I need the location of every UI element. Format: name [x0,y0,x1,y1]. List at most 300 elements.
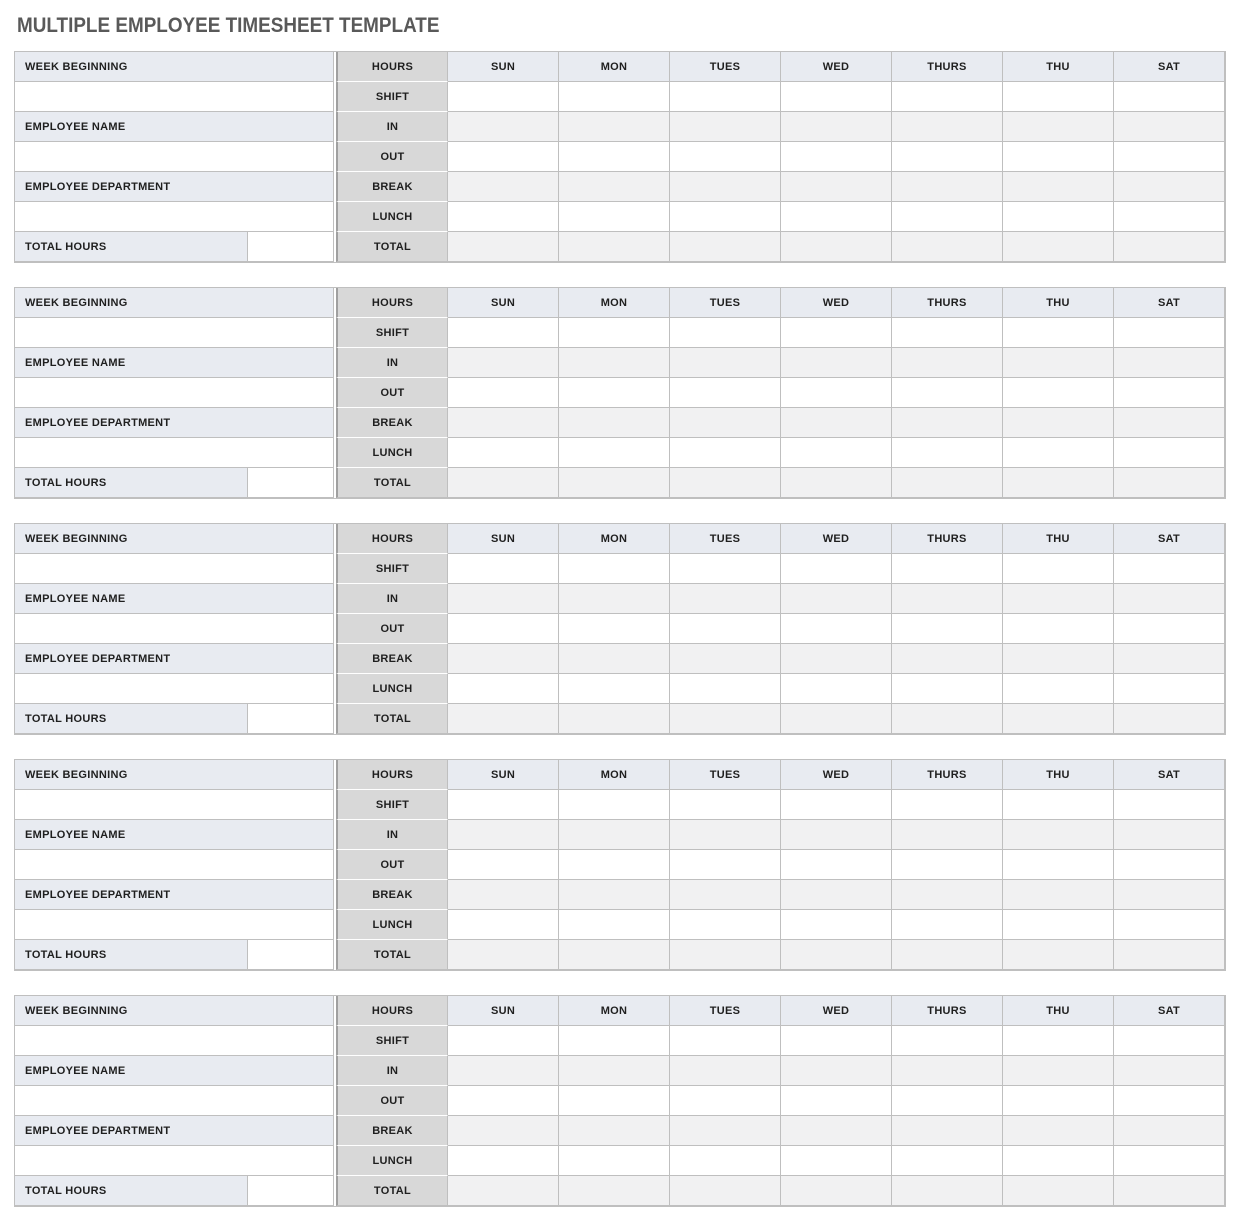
lunch-input-cell[interactable] [559,1146,670,1176]
employee-name-input[interactable] [15,1086,334,1116]
lunch-input-cell[interactable] [892,438,1003,468]
lunch-input-cell[interactable] [448,910,559,940]
out-input-cell[interactable] [1003,1086,1114,1116]
break-input-cell[interactable] [892,172,1003,202]
shift-input-cell[interactable] [448,554,559,584]
day-header-thu: THU [1003,288,1114,318]
break-input-cell[interactable] [559,172,670,202]
break-input-cell[interactable] [1114,172,1225,202]
shift-input-cell[interactable] [1114,318,1225,348]
day-header-sun: SUN [448,760,559,790]
shift-input-cell[interactable] [781,318,892,348]
total-label: TOTAL [336,1176,448,1206]
lunch-input-cell[interactable] [559,438,670,468]
shift-label: SHIFT [336,554,448,584]
employee-name-label: EMPLOYEE NAME [15,348,334,378]
in-input-cell[interactable] [670,348,781,378]
week-beginning-label: WEEK BEGINNING [15,524,334,554]
total-input-cell[interactable] [781,940,892,970]
total-input-cell[interactable] [892,232,1003,262]
break-input-cell[interactable] [448,644,559,674]
week-beginning-input[interactable] [15,1026,334,1056]
out-input-cell[interactable] [448,142,559,172]
total-input-cell[interactable] [1114,704,1225,734]
in-input-cell[interactable] [559,112,670,142]
total-hours-input[interactable] [248,1176,334,1206]
employee-name-label: EMPLOYEE NAME [15,584,334,614]
out-input-cell[interactable] [670,142,781,172]
hours-header-cell: HOURS [336,52,448,82]
timesheet-blocks [14,51,1244,1207]
in-input-cell[interactable] [1114,112,1225,142]
in-input-cell[interactable] [892,112,1003,142]
in-label: IN [336,1056,448,1086]
total-input-cell[interactable] [670,468,781,498]
break-input-cell[interactable] [559,408,670,438]
break-input-cell[interactable] [448,880,559,910]
lunch-label: LUNCH [336,674,448,704]
in-input-cell[interactable] [1003,112,1114,142]
in-input-cell[interactable] [892,1056,1003,1086]
lunch-input-cell[interactable] [781,202,892,232]
day-header-tues: TUES [670,52,781,82]
lunch-input-cell[interactable] [892,674,1003,704]
out-input-cell[interactable] [1003,378,1114,408]
out-input-cell[interactable] [781,614,892,644]
total-input-cell[interactable] [448,1176,559,1206]
employee-name-input[interactable] [15,378,334,408]
break-input-cell[interactable] [1114,408,1225,438]
in-input-cell[interactable] [670,820,781,850]
employee-name-label: EMPLOYEE NAME [15,820,334,850]
lunch-input-cell[interactable] [448,438,559,468]
out-input-cell[interactable] [448,850,559,880]
timesheet-block [14,995,1226,1207]
break-input-cell[interactable] [448,1116,559,1146]
in-input-cell[interactable] [1114,820,1225,850]
in-input-cell[interactable] [559,348,670,378]
break-input-cell[interactable] [1003,644,1114,674]
shift-label: SHIFT [336,82,448,112]
shift-input-cell[interactable] [892,554,1003,584]
break-input-cell[interactable] [781,408,892,438]
shift-input-cell[interactable] [781,554,892,584]
lunch-input-cell[interactable] [1003,910,1114,940]
total-input-cell[interactable] [670,940,781,970]
employee-department-label: EMPLOYEE DEPARTMENT [15,172,334,202]
total-input-cell[interactable] [1003,940,1114,970]
break-input-cell[interactable] [1114,644,1225,674]
lunch-input-cell[interactable] [892,910,1003,940]
employee-department-label: EMPLOYEE DEPARTMENT [15,408,334,438]
shift-input-cell[interactable] [1003,554,1114,584]
total-input-cell[interactable] [670,232,781,262]
lunch-input-cell[interactable] [892,202,1003,232]
break-label: BREAK [336,644,448,674]
out-input-cell[interactable] [559,142,670,172]
week-beginning-input[interactable] [15,554,334,584]
total-input-cell[interactable] [1114,232,1225,262]
total-input-cell[interactable] [1003,1176,1114,1206]
shift-input-cell[interactable] [559,318,670,348]
break-input-cell[interactable] [1003,1116,1114,1146]
in-input-cell[interactable] [1003,1056,1114,1086]
in-input-cell[interactable] [670,1056,781,1086]
shift-input-cell[interactable] [1114,1026,1225,1056]
in-input-cell[interactable] [1114,348,1225,378]
total-input-cell[interactable] [670,1176,781,1206]
break-input-cell[interactable] [892,408,1003,438]
out-input-cell[interactable] [559,614,670,644]
shift-input-cell[interactable] [559,554,670,584]
in-input-cell[interactable] [1114,584,1225,614]
out-input-cell[interactable] [448,1086,559,1116]
employee-department-label: EMPLOYEE DEPARTMENT [15,644,334,674]
out-input-cell[interactable] [670,1086,781,1116]
in-input-cell[interactable] [448,584,559,614]
employee-name-input[interactable] [15,614,334,644]
in-input-cell[interactable] [670,584,781,614]
break-input-cell[interactable] [559,880,670,910]
lunch-label: LUNCH [336,202,448,232]
break-input-cell[interactable] [670,644,781,674]
break-input-cell[interactable] [670,172,781,202]
in-input-cell[interactable] [559,1056,670,1086]
break-label: BREAK [336,408,448,438]
in-input-cell[interactable] [781,820,892,850]
lunch-input-cell[interactable] [781,674,892,704]
day-header-sun: SUN [448,996,559,1026]
lunch-input-cell[interactable] [1003,674,1114,704]
in-input-cell[interactable] [559,820,670,850]
in-input-cell[interactable] [448,820,559,850]
lunch-input-cell[interactable] [781,438,892,468]
lunch-input-cell[interactable] [1114,202,1225,232]
lunch-input-cell[interactable] [1114,438,1225,468]
out-input-cell[interactable] [670,850,781,880]
lunch-input-cell[interactable] [892,1146,1003,1176]
total-input-cell[interactable] [559,704,670,734]
in-label: IN [336,820,448,850]
in-input-cell[interactable] [448,348,559,378]
lunch-input-cell[interactable] [670,910,781,940]
break-label: BREAK [336,172,448,202]
timesheet-block [14,759,1226,971]
out-input-cell[interactable] [1003,850,1114,880]
page [0,13,1244,1207]
shift-input-cell[interactable] [1003,82,1114,112]
break-input-cell[interactable] [781,644,892,674]
total-hours-input[interactable] [248,704,334,734]
day-header-sat: SAT [1114,996,1225,1026]
lunch-input-cell[interactable] [1114,910,1225,940]
total-hours-label: TOTAL HOURS [15,468,248,498]
day-header-mon: MON [559,996,670,1026]
break-input-cell[interactable] [1003,880,1114,910]
total-input-cell[interactable] [1003,232,1114,262]
day-header-thurs: THURS [892,52,1003,82]
lunch-input-cell[interactable] [559,674,670,704]
shift-input-cell[interactable] [892,790,1003,820]
total-input-cell[interactable] [448,940,559,970]
out-input-cell[interactable] [1114,1086,1225,1116]
shift-input-cell[interactable] [1114,790,1225,820]
hours-header-cell: HOURS [336,996,448,1026]
break-input-cell[interactable] [670,880,781,910]
timesheet-block [14,51,1226,263]
out-input-cell[interactable] [1003,142,1114,172]
day-header-thu: THU [1003,996,1114,1026]
break-input-cell[interactable] [781,880,892,910]
shift-input-cell[interactable] [448,318,559,348]
total-input-cell[interactable] [559,468,670,498]
total-hours-input[interactable] [248,468,334,498]
in-input-cell[interactable] [892,348,1003,378]
break-input-cell[interactable] [1114,880,1225,910]
total-input-cell[interactable] [1114,468,1225,498]
shift-input-cell[interactable] [781,790,892,820]
employee-department-input[interactable] [15,202,334,232]
total-input-cell[interactable] [1003,468,1114,498]
out-input-cell[interactable] [448,378,559,408]
lunch-input-cell[interactable] [448,1146,559,1176]
day-header-thu: THU [1003,524,1114,554]
lunch-input-cell[interactable] [1114,1146,1225,1176]
shift-input-cell[interactable] [670,790,781,820]
break-input-cell[interactable] [781,172,892,202]
shift-input-cell[interactable] [448,82,559,112]
shift-input-cell[interactable] [448,1026,559,1056]
day-header-mon: MON [559,52,670,82]
week-beginning-label: WEEK BEGINNING [15,760,334,790]
total-input-cell[interactable] [1114,1176,1225,1206]
out-input-cell[interactable] [559,378,670,408]
lunch-input-cell[interactable] [559,910,670,940]
total-input-cell[interactable] [781,1176,892,1206]
shift-input-cell[interactable] [559,1026,670,1056]
employee-department-input[interactable] [15,1146,334,1176]
day-header-mon: MON [559,288,670,318]
employee-department-input[interactable] [15,674,334,704]
employee-name-input[interactable] [15,850,334,880]
week-beginning-input[interactable] [15,790,334,820]
break-input-cell[interactable] [1003,172,1114,202]
break-input-cell[interactable] [559,644,670,674]
shift-input-cell[interactable] [892,82,1003,112]
total-input-cell[interactable] [781,704,892,734]
in-label: IN [336,112,448,142]
total-input-cell[interactable] [892,468,1003,498]
total-input-cell[interactable] [559,1176,670,1206]
lunch-input-cell[interactable] [559,202,670,232]
lunch-input-cell[interactable] [1003,1146,1114,1176]
day-header-tues: TUES [670,288,781,318]
shift-input-cell[interactable] [892,1026,1003,1056]
in-input-cell[interactable] [448,1056,559,1086]
shift-input-cell[interactable] [781,1026,892,1056]
in-input-cell[interactable] [559,584,670,614]
day-header-sun: SUN [448,52,559,82]
lunch-input-cell[interactable] [670,674,781,704]
total-input-cell[interactable] [559,232,670,262]
shift-input-cell[interactable] [670,82,781,112]
day-header-wed: WED [781,524,892,554]
shift-input-cell[interactable] [1114,82,1225,112]
total-input-cell[interactable] [892,704,1003,734]
lunch-label: LUNCH [336,438,448,468]
in-input-cell[interactable] [1003,584,1114,614]
timesheet-block [14,523,1226,735]
day-header-tues: TUES [670,524,781,554]
out-input-cell[interactable] [448,614,559,644]
shift-input-cell[interactable] [1003,790,1114,820]
break-input-cell[interactable] [892,644,1003,674]
lunch-input-cell[interactable] [448,202,559,232]
shift-input-cell[interactable] [781,82,892,112]
out-input-cell[interactable] [781,1086,892,1116]
break-input-cell[interactable] [670,408,781,438]
out-input-cell[interactable] [1114,614,1225,644]
day-header-thurs: THURS [892,760,1003,790]
shift-input-cell[interactable] [1114,554,1225,584]
out-input-cell[interactable] [1114,142,1225,172]
shift-input-cell[interactable] [1003,1026,1114,1056]
out-input-cell[interactable] [892,142,1003,172]
total-input-cell[interactable] [1114,940,1225,970]
lunch-label: LUNCH [336,910,448,940]
out-input-cell[interactable] [1114,850,1225,880]
in-input-cell[interactable] [448,112,559,142]
in-label: IN [336,584,448,614]
shift-input-cell[interactable] [670,1026,781,1056]
in-input-cell[interactable] [781,1056,892,1086]
week-beginning-label: WEEK BEGINNING [15,288,334,318]
lunch-input-cell[interactable] [1003,202,1114,232]
day-header-sat: SAT [1114,524,1225,554]
break-input-cell[interactable] [448,172,559,202]
total-input-cell[interactable] [448,232,559,262]
break-input-cell[interactable] [1114,1116,1225,1146]
out-input-cell[interactable] [670,378,781,408]
total-input-cell[interactable] [781,232,892,262]
break-input-cell[interactable] [1003,408,1114,438]
out-input-cell[interactable] [1003,614,1114,644]
out-input-cell[interactable] [781,850,892,880]
total-input-cell[interactable] [1003,704,1114,734]
total-hours-label: TOTAL HOURS [15,1176,248,1206]
day-header-wed: WED [781,760,892,790]
out-input-cell[interactable] [559,1086,670,1116]
hours-header-cell: HOURS [336,288,448,318]
shift-input-cell[interactable] [559,790,670,820]
out-input-cell[interactable] [559,850,670,880]
break-input-cell[interactable] [892,1116,1003,1146]
week-beginning-input[interactable] [15,82,334,112]
day-header-wed: WED [781,288,892,318]
shift-input-cell[interactable] [1003,318,1114,348]
out-input-cell[interactable] [1114,378,1225,408]
lunch-input-cell[interactable] [1003,438,1114,468]
employee-department-input[interactable] [15,910,334,940]
in-input-cell[interactable] [1003,820,1114,850]
break-label: BREAK [336,880,448,910]
break-input-cell[interactable] [781,1116,892,1146]
total-input-cell[interactable] [448,704,559,734]
in-input-cell[interactable] [892,820,1003,850]
out-input-cell[interactable] [892,614,1003,644]
break-input-cell[interactable] [448,408,559,438]
total-input-cell[interactable] [448,468,559,498]
in-input-cell[interactable] [781,584,892,614]
lunch-input-cell[interactable] [670,1146,781,1176]
week-beginning-input[interactable] [15,318,334,348]
lunch-input-cell[interactable] [448,674,559,704]
shift-input-cell[interactable] [892,318,1003,348]
in-input-cell[interactable] [892,584,1003,614]
in-input-cell[interactable] [1003,348,1114,378]
total-input-cell[interactable] [892,1176,1003,1206]
total-input-cell[interactable] [781,468,892,498]
day-header-sat: SAT [1114,52,1225,82]
out-input-cell[interactable] [781,378,892,408]
shift-input-cell[interactable] [448,790,559,820]
total-hours-input[interactable] [248,232,334,262]
in-input-cell[interactable] [781,112,892,142]
in-input-cell[interactable] [670,112,781,142]
day-header-sat: SAT [1114,288,1225,318]
lunch-input-cell[interactable] [781,1146,892,1176]
out-input-cell[interactable] [892,378,1003,408]
out-input-cell[interactable] [892,1086,1003,1116]
break-input-cell[interactable] [670,1116,781,1146]
total-input-cell[interactable] [559,940,670,970]
timesheet-block [14,287,1226,499]
out-label: OUT [336,1086,448,1116]
lunch-label: LUNCH [336,1146,448,1176]
hours-header-cell: HOURS [336,524,448,554]
break-input-cell[interactable] [559,1116,670,1146]
day-header-thurs: THURS [892,288,1003,318]
day-header-sat: SAT [1114,760,1225,790]
shift-input-cell[interactable] [670,318,781,348]
day-header-sun: SUN [448,288,559,318]
lunch-input-cell[interactable] [781,910,892,940]
employee-department-input[interactable] [15,438,334,468]
day-header-sun: SUN [448,524,559,554]
total-hours-input[interactable] [248,940,334,970]
lunch-input-cell[interactable] [1114,674,1225,704]
in-input-cell[interactable] [1114,1056,1225,1086]
shift-input-cell[interactable] [670,554,781,584]
total-input-cell[interactable] [670,704,781,734]
shift-input-cell[interactable] [559,82,670,112]
total-label: TOTAL [336,940,448,970]
in-input-cell[interactable] [781,348,892,378]
day-header-wed: WED [781,52,892,82]
out-input-cell[interactable] [670,614,781,644]
out-input-cell[interactable] [892,850,1003,880]
day-header-mon: MON [559,524,670,554]
total-input-cell[interactable] [892,940,1003,970]
page-title: MULTIPLE EMPLOYEE TIMESHEET TEMPLATE [17,14,440,37]
employee-name-input[interactable] [15,142,334,172]
shift-label: SHIFT [336,790,448,820]
out-input-cell[interactable] [781,142,892,172]
employee-department-label: EMPLOYEE DEPARTMENT [15,880,334,910]
lunch-input-cell[interactable] [670,438,781,468]
lunch-input-cell[interactable] [670,202,781,232]
break-input-cell[interactable] [892,880,1003,910]
